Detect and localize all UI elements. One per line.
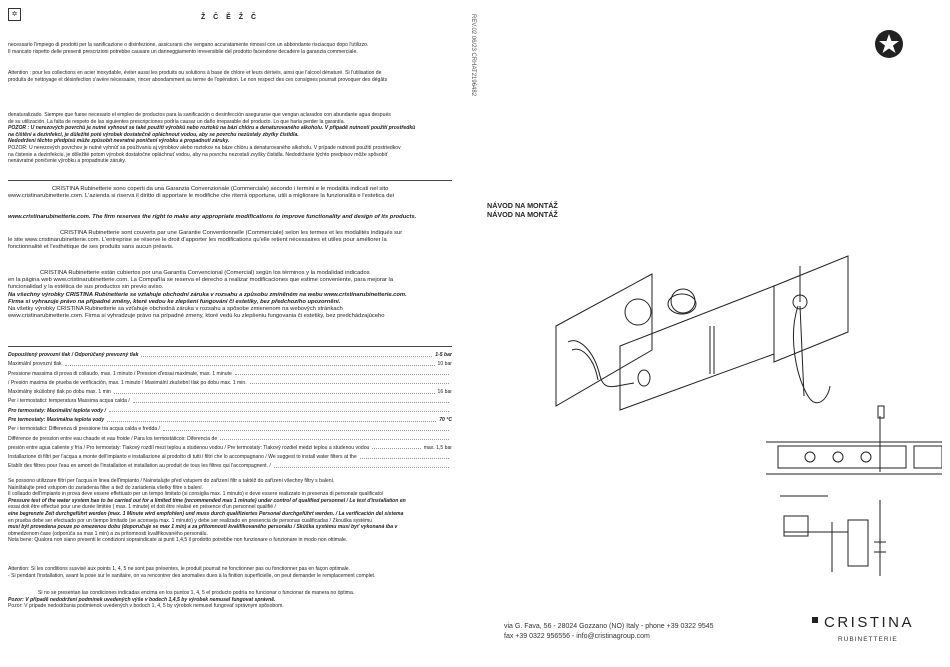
- spec-row: [8, 445, 452, 452]
- spec-row: [8, 417, 452, 424]
- spec-label: Per i termostatici: temperatura Massima acqua calda /: [8, 398, 130, 405]
- spec-label: Installazione di filtri per l'acqua a monte dell'impianto e installazione al prodotto di tutti i filtri che lo accompagnano / We suggest to install water filters at the: [8, 454, 357, 461]
- spec-leader: [114, 389, 435, 394]
- brand-logo: CRISTINA: [824, 614, 915, 631]
- spec-label: Etablir des filtres pour l'eau en amont de l'installation et installation au produit de tous les filtres qui l'accompagnent. /: [8, 463, 271, 470]
- spec-row: [8, 371, 452, 378]
- spec-row: [8, 436, 452, 443]
- cleaning-note-it: necessario l'impiego di prodotti per la sanificazione o disinfezione, assicurarsi che vengano accuratamente rimossi con un abbondante risciacquo dopo l'utilizzo. Il mancato rispetto delle presenti prescrizioni potrebbe causare un danneggiamento irreversibile del prodotto facendone decadere la garanzia commerciale.: [8, 42, 369, 55]
- spec-leader: [274, 463, 449, 468]
- brand-subtitle: RUBINETTERIE: [838, 636, 898, 643]
- spec-leader: [250, 380, 449, 385]
- spec-row: [8, 454, 452, 461]
- spec-leader: [372, 445, 420, 450]
- spec-leader: [133, 398, 449, 403]
- cleaning-note-fr: Attention : pour les collections en acier inoxydable, éviter aussi les produits ou solutions à base de chlore et leurs dérivés, ainsi que l'alcool dénaturé. Si l'utilisation de produits de nettoyage et désinfection s'avère nécessaire, rincer abondamment au terme de l'opération. Le non respect des ces consignes pourrait provoquer des dégâts: [8, 70, 388, 83]
- notes-fr: Attention: Si les conditions susvisé aux points 1, 4, 5 ne sont pas présentes, le produit pourrait ne fonctionner pas ou fonctionner pas en façon optimale. - Si pendant l'installation, avant la pose sur le sanitaire, on va rencontrer des anomalies dues à la finition superficielle, on peut demander le remplacement complet.: [8, 566, 376, 579]
- product-illustration: [548, 246, 942, 586]
- star-mark-icon: ✡: [8, 8, 21, 21]
- warranty-fr: CRISTINA Rubinetterie sont couverts par une Garantie Conventionnelle (Commerciale) selon les termes et les modalités indiqués sur le site www.cristinarubinetterie.com. L'entreprise se réserve le droit d'apporter les modifications qu'elle retient nécessaires et utiles pour améliorer la fonctionnalité et l'esthétique de ses produits sans aucun préavis.: [8, 230, 403, 251]
- warranty-es-cz-sk: CRISTINA Rubinetterie están cubiertos por una Garantía Convencional (Comercial) según los términos y la modalidad indicados en la página web www.cristinarubinetterie.com. La Compañía se reserva el derecho a realizar modificaciones que estime conveniente, para mejorar la funcionalidad y la estética de sus productos sin previo aviso. Na všechny výrobky CRISTINA Rubinetterie se vztahuje obchodní záruka v rozsahu a způsobu zmíněném na webu www.cristinarubinetterie.com. Firma si vyhrazuje právo na případné změny, které vedou ke zlepšení fungování či estetiky, bez předchozího upozornění. Na všetky výrobky CRISTINA Rubinetterie sa vzťahuje obchodná záruka v rozsahu a spôsobe zmienenom na webových stránkach www.cristinarubinetterie.com. Firma si vyhradzuje právo na prípadné zmeny, ktoré vedú ku zlepšeniu fungovania či estetiky, bez predchádzajúceho: [8, 270, 407, 320]
- spec-row: [8, 389, 452, 396]
- spec-leader: [235, 371, 449, 376]
- spec-label: Pre termostaty: Maximálna teplota vody: [8, 416, 105, 423]
- spec-table: [8, 352, 452, 473]
- notes-es-cz-sk: Si no se presentan las condiciones indicadas encima en los puntos 1, 4, 5 el producto podría no funcionar o funcionar de manera no óptima. Pozor: V případě nedodržení podmínek uvedených výše v bodech 1,4,5 by výrobek nemusel fungovat správně. Pozor: V prípade nedodržania podmienok uvedených v bodoch 1, 4, 5 by výrobok nemusel fungovať správnym spôsobom.: [8, 590, 355, 610]
- spec-row: [8, 380, 452, 387]
- spec-label: Per i termostatici: Differenza di pressione tra acqua calda e fredda /: [8, 426, 160, 433]
- spec-leader: [141, 352, 432, 357]
- divider: [8, 180, 452, 181]
- page-title: NÁVOD NA MONTÁŽ NÁVOD NA MONTÁŽ: [487, 201, 558, 219]
- brand-star-icon: [875, 30, 903, 58]
- spec-value: 1-5 bar: [435, 352, 452, 358]
- spec-row: [8, 361, 452, 368]
- spec-label: Dopouštený provozní tlak / Odporúčaný prevozný tlak: [8, 352, 139, 358]
- divider: [8, 346, 452, 347]
- spec-value: 16 bar: [437, 389, 452, 396]
- spec-row: [8, 463, 452, 470]
- spec-label: Différence de pression entre eau chaude et eau froide / Para los termostáticos: Diferencia de: [8, 435, 218, 442]
- header-chars: Ž Č Ě Ž Č: [200, 14, 260, 21]
- spec-value: 70 °C: [439, 416, 452, 423]
- warranty-en: www.cristinarubinetterie.com. The firm reserves the right to make any appropriate modifications to improve functionality and design of its products.: [8, 214, 417, 220]
- spec-row: [8, 426, 452, 433]
- cleaning-note-es-cz-sk: denaturalizado. Siempre que fuese necesario el empleo de productos para la sanificación o desinfección asegurarse que vengan aclarados con abundante agua después de su utilización. La falta de respeto de las siguientes prescripciones podría causar un daño irreparable del producto. Lo que haría perder la garantía. POZOR : U nerezových povrchů je nutné vyhnout se také použití výrobků nebo roztoků na bázi chlóru a denaturovaného alkoholu. V případě nutnosti použití prostředků na čištění a dezinfekci, je důležité poté výrobek dostatečně opláchnout vodou, aby se povrchu nezůstaly zbytky čistidla. Nedodržení těchto předpisů může způsobit nevratné poničení výrobku a propadnutí záruky. POZOR: U nerezových povrchov je nutné vyhnúť sa používaniu aj výrobkov alebo roztokov na báze chlóru a denaturovaného alkoholu. V prípade nutnosti použití prostriedkov na čistenie a dezinfekciu, je dôležité potom výrobok dostatočne opláchnuť vodou, aby na povrchu nezostali zvyšky čistidla. Nedodržanie týchto predpisov môže spôsobiť nenávratné poničenie výrobku a propadnutie záruky.: [8, 112, 416, 165]
- spec-label: / Presión maxima de prueba de verificación, max. 1 minuto / Maximální zkušební tlak po dobu max. 1 min.: [8, 379, 247, 386]
- spec-row: [8, 398, 452, 405]
- spec-value: 10 bar: [437, 361, 452, 368]
- brand-square-icon: [812, 617, 818, 623]
- spec-row: [8, 352, 452, 359]
- spec-row: [8, 408, 452, 415]
- spec-label: Pro termostaty: Maximální teplota vody /: [8, 407, 106, 414]
- spec-label: Maximálny skúšobný tlak po dobu max. 1 min: [8, 389, 111, 396]
- warranty-it: CRISTINA Rubinetterie sono coperti da una Garanzia Convenzionale (Commerciale) secondo i termini e le modalità indicati nel sito www.cristinarubinetterie.com. L'azienda si riserva il diritto di apportare le modifiche che riterrà opportune, utili a migliorare la funzionalità e l'estetica dei: [8, 186, 394, 200]
- spec-leader: [109, 408, 449, 413]
- spec-leader: [65, 361, 435, 366]
- revision-code: REV.02 06/23 CRHAT2196482: [470, 14, 476, 97]
- spec-label: presión entre agua caliente y fría / Pro termostaty: Tlakový rozdíl mezi teplou a studenou vodou / Pre termostaty: Tlakový rozdiel medzi teplou a studenou vodou: [8, 444, 370, 451]
- spec-leader: [163, 426, 449, 431]
- company-address: via G. Fava, 56 - 28024 Gozzano (NO) Italy - phone +39 0322 9545 fax +39 0322 956556 - info@cristinagroup.com: [504, 623, 714, 640]
- spec-leader: [360, 454, 449, 459]
- spec-label: Pressione massima di prova di collaudo, max. 1 minuto / Pression d'essai maximale, max. 1 minute: [8, 370, 232, 377]
- installation-notes: Se possono utilizzare filtri per l'acqua in linea dell'impianto / Nainstalujte před vstupem do zařízení filtr a taktéž do zařízení všechny filtry s balení. Nainštalujte pred vstupom do zariadenia filter a tiež do zariadenia všetky filtre s balení. Il collaudo dell'impianto in prova deve essere effettuato per un tempo limitato (si consiglia max. 1 minuto) e deve essere realizzato in presenza di personale qualificato/ Pressure test of the water system has to be carried out for a limited time (recommended max 1 minute) under control of qualified personnel / Le test d'installation en essai doit être effectué pour une durée limitée ( max. 1 minute) et doit être réalisé en présence d'un personnel qualifié / eine begrenzte Zeit durchgeführt werden (max. 1 Minute wird empfohlen) und muss durch qualifiziertes Personal durchgeführt werden. / La verificación del sistema en prueba debe ser efectuado por un tiempo limitado (se aconseja max. 1 minuto) y debe ser realizado en presencia de personas cualificadas / Zkouška systému musí být provedena pouze po omezenou dobu (doporučuje se max 1 min) a za přítomnosti kvalifikovaného personálu / Skúška systému musí byť vykonaná iba v obmedzenom čase (odporúča sa max 1 min) a za prítomnosti kvalifikovaného personálu. Nota bene: Qualora non siano presenti le condizioni sopraindicate ai punti 1,4,5 il prodotto potrebbe non funzionare o funzionare in modo non ottimale.: [8, 478, 406, 544]
- text-column: [8, 8, 452, 663]
- spec-label: Maximální provozní tlak: [8, 361, 62, 368]
- spec-leader: [107, 417, 436, 422]
- spec-leader: [220, 436, 449, 441]
- spec-value: max. 1,5 bar: [423, 444, 452, 451]
